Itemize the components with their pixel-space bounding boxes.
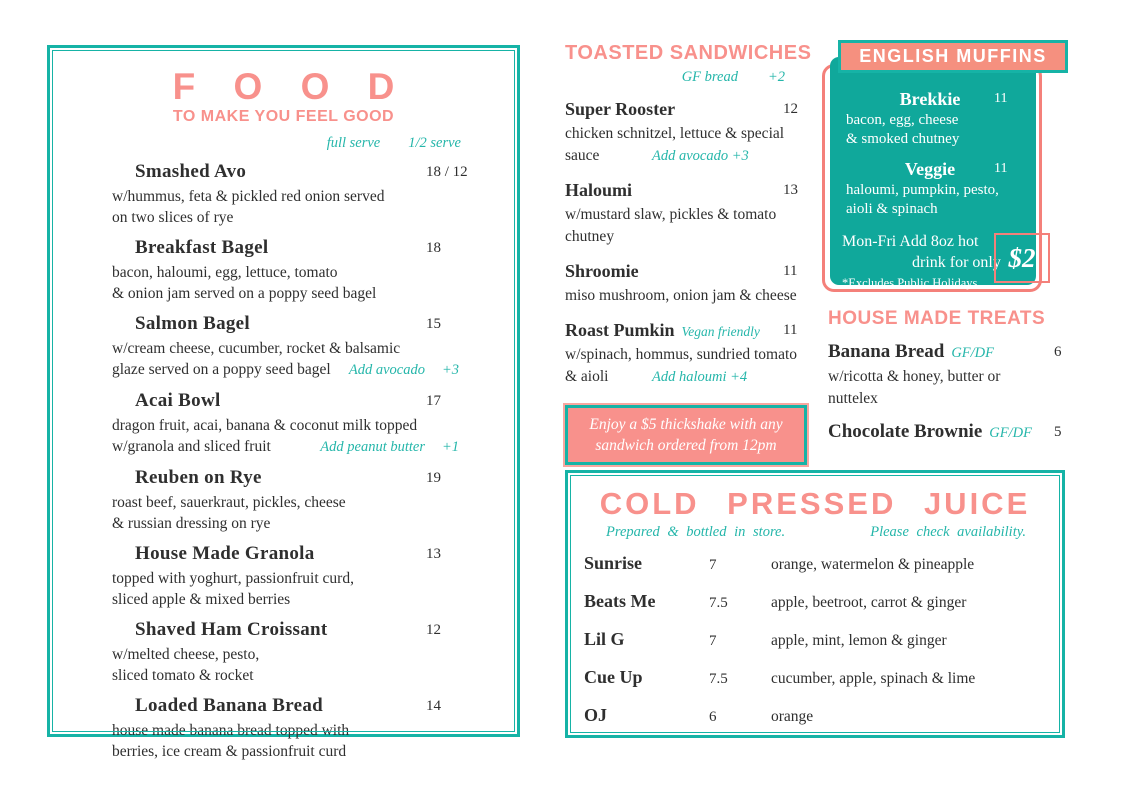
item-description: bacon, haloumi, egg, lettuce, tomato — [112, 264, 338, 281]
juice-item-beats-me — [568, 591, 1062, 629]
item-description: haloumi, pumpkin, pesto, — [846, 182, 999, 198]
dietary-tag: GF/DF — [989, 425, 1032, 441]
hot-drink-offer: drink for only — [912, 254, 1001, 271]
addon-label: Add avocado — [348, 362, 425, 378]
gf-bread-note — [565, 69, 811, 86]
menu-item-reuben-on-rye — [50, 467, 517, 534]
item-price: 13 — [426, 546, 441, 562]
english-muffins-banner — [838, 40, 1068, 73]
item-name: OJ — [584, 705, 608, 725]
menu-item-shroomie — [565, 261, 811, 307]
item-name: Veggie — [904, 159, 956, 179]
item-name: Roast Pumkin — [565, 320, 675, 340]
item-description: w/ricotta & honey, butter or — [828, 368, 1001, 385]
offer-price: $2 — [1008, 242, 1036, 273]
gf-bread-label: GF bread — [681, 69, 738, 85]
menu-item-house-made-granola — [50, 543, 517, 610]
item-description: w/granola and sliced fruit — [112, 438, 271, 455]
item-description: topped with yoghurt, passionfruit curd, — [112, 570, 354, 587]
juice-title: COLD PRESSED JUICE — [599, 486, 1031, 521]
item-description: chicken schnitzel, lettuce & special — [565, 125, 785, 142]
item-price: 14 — [426, 698, 441, 714]
item-description: roast beef, sauerkraut, pickles, cheese — [112, 494, 346, 511]
menu-item-acai-bowl — [50, 390, 517, 458]
item-description: apple, beetroot, carrot & ginger — [771, 594, 967, 611]
item-description: w/melted cheese, pesto, — [112, 646, 260, 663]
item-description: berries, ice cream & passionfruit curd — [112, 743, 347, 760]
item-price: 13 — [783, 182, 798, 198]
item-price: 5 — [1054, 424, 1062, 440]
juice-note-right: Please check availability. — [870, 524, 1026, 540]
offer-price-tag — [994, 233, 1050, 283]
food-title: F O O D — [172, 66, 409, 107]
item-name: Sunrise — [584, 553, 643, 573]
hot-drink-offer: Mon-Fri Add 8oz hot — [842, 233, 979, 250]
addon-label: Add peanut butter — [320, 439, 425, 455]
gf-bread-price: +2 — [767, 69, 785, 85]
promo-text: sandwich ordered from 12pm — [595, 437, 777, 454]
item-name: Cue Up — [584, 667, 643, 687]
item-description: & russian dressing on rye — [112, 515, 271, 532]
item-price: 7.5 — [709, 595, 728, 611]
house-made-treats-section — [828, 308, 1080, 446]
item-name: Super Rooster — [565, 99, 676, 119]
item-price: 17 — [426, 393, 441, 409]
serve-size-header — [50, 135, 517, 152]
item-description: glaze served on a poppy seed bagel — [112, 361, 331, 378]
english-muffins-section — [828, 30, 1080, 296]
item-description: orange, watermelon & pineapple — [771, 556, 975, 573]
item-description: bacon, egg, cheese — [846, 112, 959, 128]
dietary-tag: GF/DF — [951, 345, 995, 361]
item-description: & aioli — [565, 368, 609, 385]
item-description: sliced tomato & rocket — [112, 667, 254, 684]
item-price: 15 — [426, 316, 441, 332]
right-column — [828, 30, 1080, 446]
item-description: & onion jam served on a poppy seed bagel — [112, 285, 377, 302]
muffins-panel — [830, 57, 1036, 290]
item-name: Salmon Bagel — [135, 313, 250, 334]
item-name: Brekkie — [899, 89, 961, 109]
item-description: w/hummus, feta & pickled red onion served — [112, 188, 385, 205]
item-description: nuttelex — [828, 390, 878, 407]
item-description: sauce — [565, 147, 600, 164]
item-name: Haloumi — [565, 180, 633, 200]
item-name: Lil G — [584, 629, 625, 649]
house-made-treats-title: HOUSE MADE TREATS — [828, 308, 1046, 329]
item-description: w/spinach, hommus, sundried tomato — [565, 346, 798, 363]
menu-item-loaded-banana-bread — [50, 695, 517, 762]
menu-item-roast-pumkin — [565, 320, 811, 388]
toasted-sandwiches-section — [565, 42, 811, 465]
item-price: 6 — [1054, 344, 1062, 360]
item-price: 12 — [426, 622, 441, 638]
toasted-sandwiches-title: TOASTED SANDWICHES — [565, 42, 812, 64]
menu-item-shaved-ham-croissant — [50, 619, 517, 686]
item-description: on two slices of rye — [112, 209, 234, 226]
item-name: Shroomie — [565, 261, 639, 281]
menu-item-brekkie — [842, 89, 1024, 149]
item-description: & smoked chutney — [846, 131, 960, 147]
item-description: aioli & spinach — [846, 201, 938, 217]
item-price: 7.5 — [709, 671, 728, 687]
item-description: miso mushroom, onion jam & cheese — [565, 287, 797, 304]
item-price: 11 — [994, 91, 1008, 106]
item-description: w/mustard slaw, pickles & tomato — [565, 206, 777, 223]
item-price: 6 — [709, 709, 717, 725]
menu-item-super-rooster — [565, 99, 811, 167]
item-name: Chocolate Brownie — [828, 421, 983, 442]
half-serve-label: 1/2 serve — [408, 135, 461, 151]
cold-pressed-juice-section — [565, 470, 1065, 738]
item-name: Acai Bowl — [135, 390, 221, 411]
item-price: 11 — [783, 263, 798, 279]
item-tag: Vegan friendly — [681, 324, 760, 339]
item-description: chutney — [565, 228, 615, 245]
item-description: cucumber, apple, spinach & lime — [771, 670, 976, 687]
item-price: 19 — [426, 470, 441, 486]
item-name: Reuben on Rye — [135, 467, 262, 488]
item-name: Loaded Banana Bread — [135, 695, 324, 716]
menu-item-chocolate-brownie — [828, 421, 1080, 446]
item-description: sliced apple & mixed berries — [112, 591, 291, 608]
item-price: 11 — [994, 161, 1008, 176]
juice-item-sunrise — [568, 553, 1062, 591]
item-description: orange — [771, 708, 814, 725]
item-name: House Made Granola — [135, 543, 315, 564]
item-price: 18 / 12 — [426, 164, 468, 180]
item-price: 11 — [783, 322, 798, 338]
menu-item-salmon-bagel — [50, 313, 517, 381]
item-price: 12 — [783, 101, 798, 117]
addon-label: Add avocado +3 — [652, 148, 749, 164]
menu-item-breakfast-bagel — [50, 237, 517, 304]
juice-item-oj — [568, 705, 1062, 743]
menu-item-veggie — [842, 159, 1024, 219]
item-price: 7 — [709, 557, 717, 573]
promo-text: Enjoy a $5 thickshake with any — [589, 416, 783, 433]
item-description: house made banana bread topped with — [112, 722, 350, 739]
menu-item-haloumi — [565, 180, 811, 248]
menu-item-smashed-avo — [50, 161, 517, 228]
juice-note-left: Prepared & bottled in store. — [606, 524, 786, 540]
full-serve-label: full serve — [326, 135, 381, 151]
addon-price: +1 — [441, 439, 459, 455]
item-name: Beats Me — [584, 591, 656, 611]
item-name: Breakfast Bagel — [135, 237, 269, 258]
item-name: Smashed Avo — [135, 161, 247, 182]
item-description: w/cream cheese, cucumber, rocket & balsamic — [112, 340, 401, 357]
juice-list — [568, 553, 1062, 743]
addon-price: +3 — [441, 362, 459, 378]
food-subtitle: TO MAKE YOU FEEL GOOD — [172, 108, 395, 125]
thickshake-promo-box — [565, 405, 807, 465]
item-description: apple, mint, lemon & ginger — [771, 632, 947, 649]
item-description: dragon fruit, acai, banana & coconut milk topped — [112, 417, 418, 434]
addon-label: Add haloumi +4 — [652, 369, 748, 385]
item-price: 7 — [709, 633, 717, 649]
menu-item-banana-bread — [828, 341, 1080, 410]
item-name: Shaved Ham Croissant — [135, 619, 328, 640]
english-muffins-title: ENGLISH MUFFINS — [859, 46, 1047, 66]
juice-item-cue-up — [568, 667, 1062, 705]
offer-disclaimer: *Excludes Public Holidays — [842, 276, 978, 290]
item-name: Banana Bread — [828, 341, 945, 362]
juice-notes — [568, 522, 1062, 541]
food-section — [47, 45, 520, 760]
item-price: 18 — [426, 240, 441, 256]
juice-item-lil-g — [568, 629, 1062, 667]
